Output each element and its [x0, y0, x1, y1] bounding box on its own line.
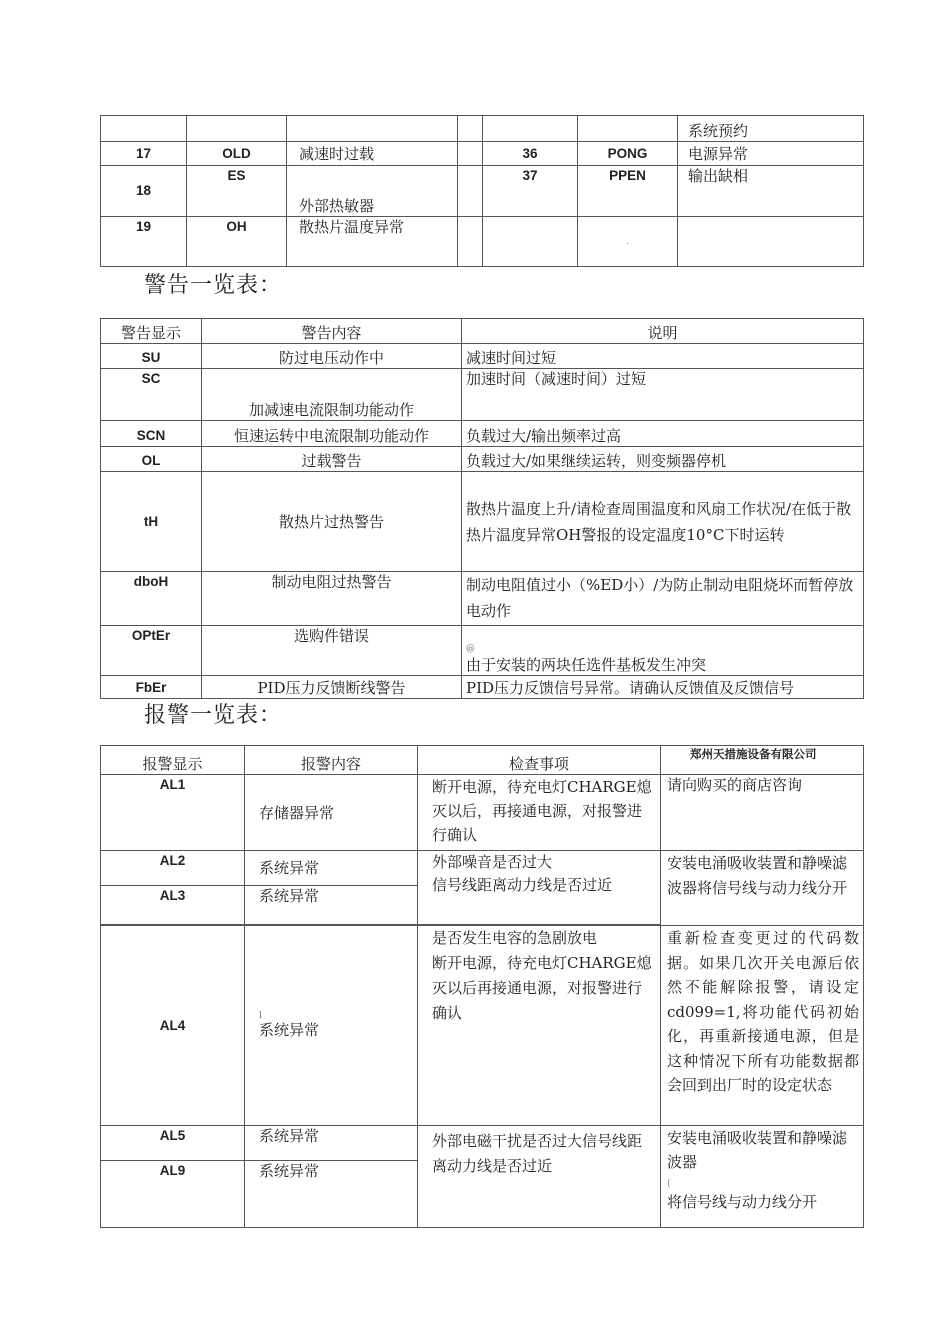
cell: 散热片过热警告 [202, 472, 462, 572]
table-row [101, 1126, 864, 1161]
cell: 制动电阻过热警告 [202, 572, 462, 626]
cell: 17 [101, 142, 187, 166]
cell: 19 [101, 217, 187, 267]
cell-text: 由于安装的两块任选件基板发生冲突 [466, 656, 707, 674]
cell: tH [101, 472, 202, 572]
table-row [101, 369, 864, 421]
cell-text: 安装电涌吸收装置和静噪滤波器 [667, 1129, 848, 1171]
cell: 37 [483, 166, 578, 217]
cell: AL1 [101, 775, 245, 851]
cell [245, 926, 418, 1126]
alarm-table [100, 745, 864, 1228]
table-row [101, 344, 864, 369]
cell: 加减速电流限制功能动作 [202, 369, 462, 421]
company-name: 郑州天措施设备有限公司 [690, 749, 817, 761]
header-cell: 报警显示 [101, 746, 245, 775]
cell: FbEr [101, 676, 202, 699]
table-row [101, 447, 864, 472]
cell: SC [101, 369, 202, 421]
cell: 电源异常 [678, 142, 864, 166]
cell: OPtEr [101, 626, 202, 676]
cell: 防过电压动作中 [202, 344, 462, 369]
cell: 选购件错误 [202, 626, 462, 676]
header-cell: 报警内容 [245, 746, 418, 775]
cell: 散热片温度上升/请检查周围温度和风扇工作状况/在低于散热片温度异常OH警报的设定温度10°C下时运转 [462, 472, 864, 572]
table-row [101, 626, 864, 676]
cell: PPEN [578, 166, 678, 217]
cell: 系统异常 [245, 1161, 418, 1228]
cell: . [578, 217, 678, 267]
mark: @ [466, 644, 475, 654]
table-row [101, 851, 864, 886]
fault-table [100, 115, 864, 267]
table-row [101, 166, 864, 217]
cell: 系统异常 [245, 886, 418, 925]
header-cell: 警告显示 [101, 319, 202, 344]
header-cell: 说明 [462, 319, 864, 344]
table-row [101, 775, 864, 851]
cell: 外部噪音是否过大 信号线距离动力线是否过近 [418, 851, 661, 925]
table-row [101, 421, 864, 447]
cell: 负载过大/输出频率过高 [462, 421, 864, 447]
cell: 系统异常 [245, 1126, 418, 1161]
cell: ES [187, 166, 287, 217]
table-row [101, 926, 864, 1126]
table-row [101, 116, 864, 142]
cell: PID压力反馈信号异常。请确认反馈值及反馈信号 [462, 676, 864, 699]
warning-heading: 警告一览表： [144, 273, 283, 298]
cell: 减速时过载 [287, 142, 458, 166]
cell: 存储器异常 [245, 775, 418, 851]
cell: OL [101, 447, 202, 472]
cell [661, 1126, 864, 1228]
cell: 是否发生电容的急剧放电 断开电源，待充电灯CHARGE熄灭以后再接通电源，对报警进行确认 [418, 926, 661, 1126]
cell: 断开电源，待充电灯CHARGE熄灭以后，再接通电源，对报警进行确认 [418, 775, 661, 851]
table-row [101, 572, 864, 626]
mark: l [259, 1010, 262, 1021]
cell: AL4 [101, 926, 245, 1126]
header-cell: 警告内容 [202, 319, 462, 344]
cell: 制动电阻值过小（%ED小）/为防止制动电阻烧坏而暂停放电动作 [462, 572, 864, 626]
cell: OLD [187, 142, 287, 166]
cell: 输出缺相 [678, 166, 864, 217]
table-row [101, 217, 864, 267]
cell: 安装电涌吸收装置和静噪滤波器将信号线与动力线分开 [661, 851, 864, 926]
cell: 外部热敏器 [287, 166, 458, 217]
cell: AL3 [101, 886, 245, 925]
table-header-row [101, 746, 864, 775]
cell [462, 626, 864, 676]
cell: 重新检查变更过的代码数据。如果几次开关电源后依然不能解除报警，请设定cd099=1,将功能代码初始化，再重新接通电源，但是这种情况下所有功能数据都会回到出厂时的设定状态 [661, 926, 864, 1126]
cell: AL5 [101, 1126, 245, 1161]
warning-table [100, 318, 864, 699]
cell: AL9 [101, 1161, 245, 1228]
cell: 过载警告 [202, 447, 462, 472]
mark: ( [667, 1179, 671, 1189]
cell: 负载过大/如果继续运转，则变频器停机 [462, 447, 864, 472]
cell-text: 系统异常 [259, 1020, 320, 1039]
cell: dboH [101, 572, 202, 626]
table-row [101, 142, 864, 166]
cell: 36 [483, 142, 578, 166]
cell: OH [187, 217, 287, 267]
cell: AL2 [101, 851, 245, 886]
table-row [101, 676, 864, 699]
cell: 恒速运转中电流限制功能动作 [202, 421, 462, 447]
cell-text: 将信号线与动力线分开 [667, 1193, 818, 1211]
alarm-heading: 报警一览表： [144, 703, 283, 728]
cell: SU [101, 344, 202, 369]
cell: 系统异常 [245, 851, 418, 886]
cell: PONG [578, 142, 678, 166]
cell: 请向购买的商店咨询 [661, 775, 864, 851]
cell: SCN [101, 421, 202, 447]
cell: 18 [101, 166, 187, 217]
cell: 减速时间过短 [462, 344, 864, 369]
cell: 外部电磁干扰是否过大信号线距离动力线是否过近 [418, 1126, 661, 1228]
cell: 系统预约 [678, 116, 864, 142]
table-row [101, 472, 864, 572]
cell: 散热片温度异常 [287, 217, 458, 267]
cell: PID压力反馈断线警告 [202, 676, 462, 699]
cell: 加速时间（减速时间）过短 [462, 369, 864, 421]
header-cell: 检查事项 [418, 746, 661, 775]
table-header-row [101, 319, 864, 344]
